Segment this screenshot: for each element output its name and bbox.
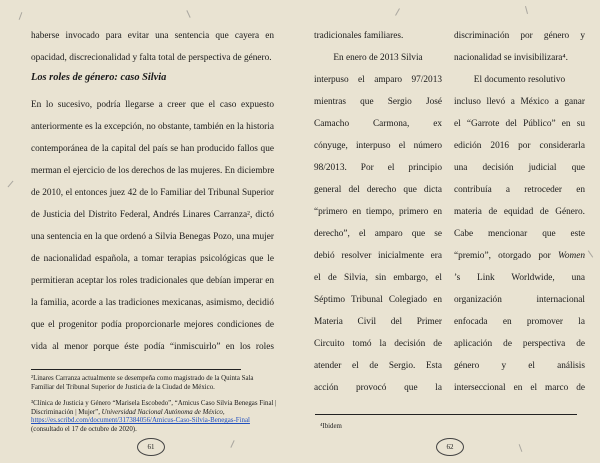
body-text-line: contemporánea de la capital del país se han producido fallos que (31, 144, 274, 154)
body-text-line: permitieran aceptar los roles tradicionales que debían imperar en (31, 276, 274, 286)
column-text-line: Séptimo Tribunal Colegiado en (314, 295, 442, 305)
body-text-line: En lo sucesivo, podría llegarse a creer que el caso expuesto (31, 100, 274, 110)
body-text-line: una sentencia en la que ordenó a Silvia Benegas Pozo, una mujer (31, 232, 274, 242)
footnote-3-link[interactable]: https://es.scribd.com/document/317384056/Amicus-Caso-Silvia-Benegas-Final (31, 417, 250, 425)
page-number: 61 (137, 438, 165, 456)
column-text-line: Camacho Carmona, ex (314, 119, 442, 129)
body-text-line: la familia, acorde a las tradiciones mexicanas, asimismo, decidió (31, 298, 274, 308)
column-text-line: contribuía a retroceder en (454, 185, 585, 195)
column-text-line: ’s Link Worldwide, una (454, 273, 585, 283)
section-heading: Los roles de género: caso Silvia (31, 72, 167, 83)
column-text-line: debió resolver inicialmente era (314, 251, 442, 261)
body-text-line: que el progenitor podía proporcionarle mejores condiciones de (31, 320, 274, 330)
body-text-line: de Justicia del Distrito Federal, Andrés Linares Carranza², dictó (31, 210, 274, 220)
column-text-line: Materia Civil del Primer (314, 317, 442, 327)
column-text-line: interpuso el amparo 97/2013 (314, 75, 442, 85)
column-text-line: edición 2016 por considerarla (454, 141, 585, 151)
footnote-separator (31, 369, 241, 370)
body-text-line: de 2010, el entonces juez 42 de lo Familiar del Tribunal Superior (31, 188, 274, 198)
column-text-line: Circuito tomó la decisión de (314, 339, 442, 349)
column-text-line: género y el análisis (454, 361, 585, 371)
body-text-line: haberse invocado para evitar una sentencia que cayera en (31, 31, 274, 41)
column-text-line: aplicación de perspectiva de (454, 339, 585, 349)
body-text-line: vida al menor porque éste podía “inmiscuirlo” en los roles (31, 342, 274, 352)
column-text-line: general del derecho que dicta (314, 185, 442, 195)
column-text-line: el de Silvia, sin embargo, el (314, 273, 442, 283)
footnote-3 (31, 400, 277, 434)
column-text-line: enfocada en promover la (454, 317, 585, 327)
footnote-3-source: Universidad Nacional Autónoma de México, (101, 408, 225, 416)
column-text-line: nacionalidad se invisibilizara⁴. (454, 53, 568, 63)
column-text-line: derecho”, el amparo que se (314, 229, 442, 239)
footnote-3-date: (consultado el 17 de octubre de 2020). (31, 425, 137, 433)
column-text-line: discriminación por género y (454, 31, 585, 41)
body-text-line: merman el ejercicio de los derechos de las mujeres. En diciembre (31, 166, 275, 176)
column-text-line: El documento resolutivo (473, 75, 566, 85)
column-text-line: 98/2013. Por el principio (314, 163, 442, 173)
page-number: 62 (436, 438, 464, 456)
body-text-line: de nacionalidad española, a tomar terapias psicológicas que le (31, 254, 274, 264)
footnote-2: ²Linares Carranza actualmente se desempeña como magistrado de la Quinta Sala Familiar del Tribunal Superior de Justicia de la Ciudad de México. (31, 375, 254, 391)
column-text-line: interseccional en el marco de (454, 383, 585, 393)
column-text-line: En enero de 2013 Silvia (333, 53, 423, 63)
column-text-line: acción provocó que la (314, 383, 442, 393)
column-text-line: tradicionales familiares. (314, 31, 404, 41)
column-text-line: atender el de Sergio. Esta (314, 361, 442, 371)
column-text-line: materia de equidad de Género. (454, 207, 585, 217)
column-text-line: una decisión judicial que (454, 163, 585, 173)
body-text-line: opacidad, discrecionalidad y falta total de perspectiva de género. (31, 53, 272, 63)
column-text-fragment: “premio”, otorgado por (454, 251, 558, 261)
column-text-line: incluso llevó a México a ganar (454, 97, 585, 107)
body-text-line: anteriormente es la excepción, no obstante, también en la historia (31, 122, 274, 132)
footnote-separator (315, 414, 577, 415)
column-text-line: cónyuge, interpuso el número (314, 141, 442, 151)
column-text-line (454, 250, 585, 262)
footnote-4: ⁴Ibidem (320, 423, 342, 430)
footnote-3-text: ³Clínica de Justicia y Género “Marisela Escobedo”, “Amicus Caso Silvia Benegas Final | Discriminación | Mujer”, (31, 400, 277, 416)
column-text-line: mientras que Sergio José (314, 97, 442, 107)
column-text-line: Cabe mencionar que este (454, 229, 585, 239)
column-text-line: organización internacional (454, 295, 585, 305)
organization-name: Women (557, 251, 585, 261)
column-text-line: “primero en tiempo, primero en (314, 207, 442, 217)
column-text-line: el “Garrote del Público” en su (454, 119, 585, 129)
